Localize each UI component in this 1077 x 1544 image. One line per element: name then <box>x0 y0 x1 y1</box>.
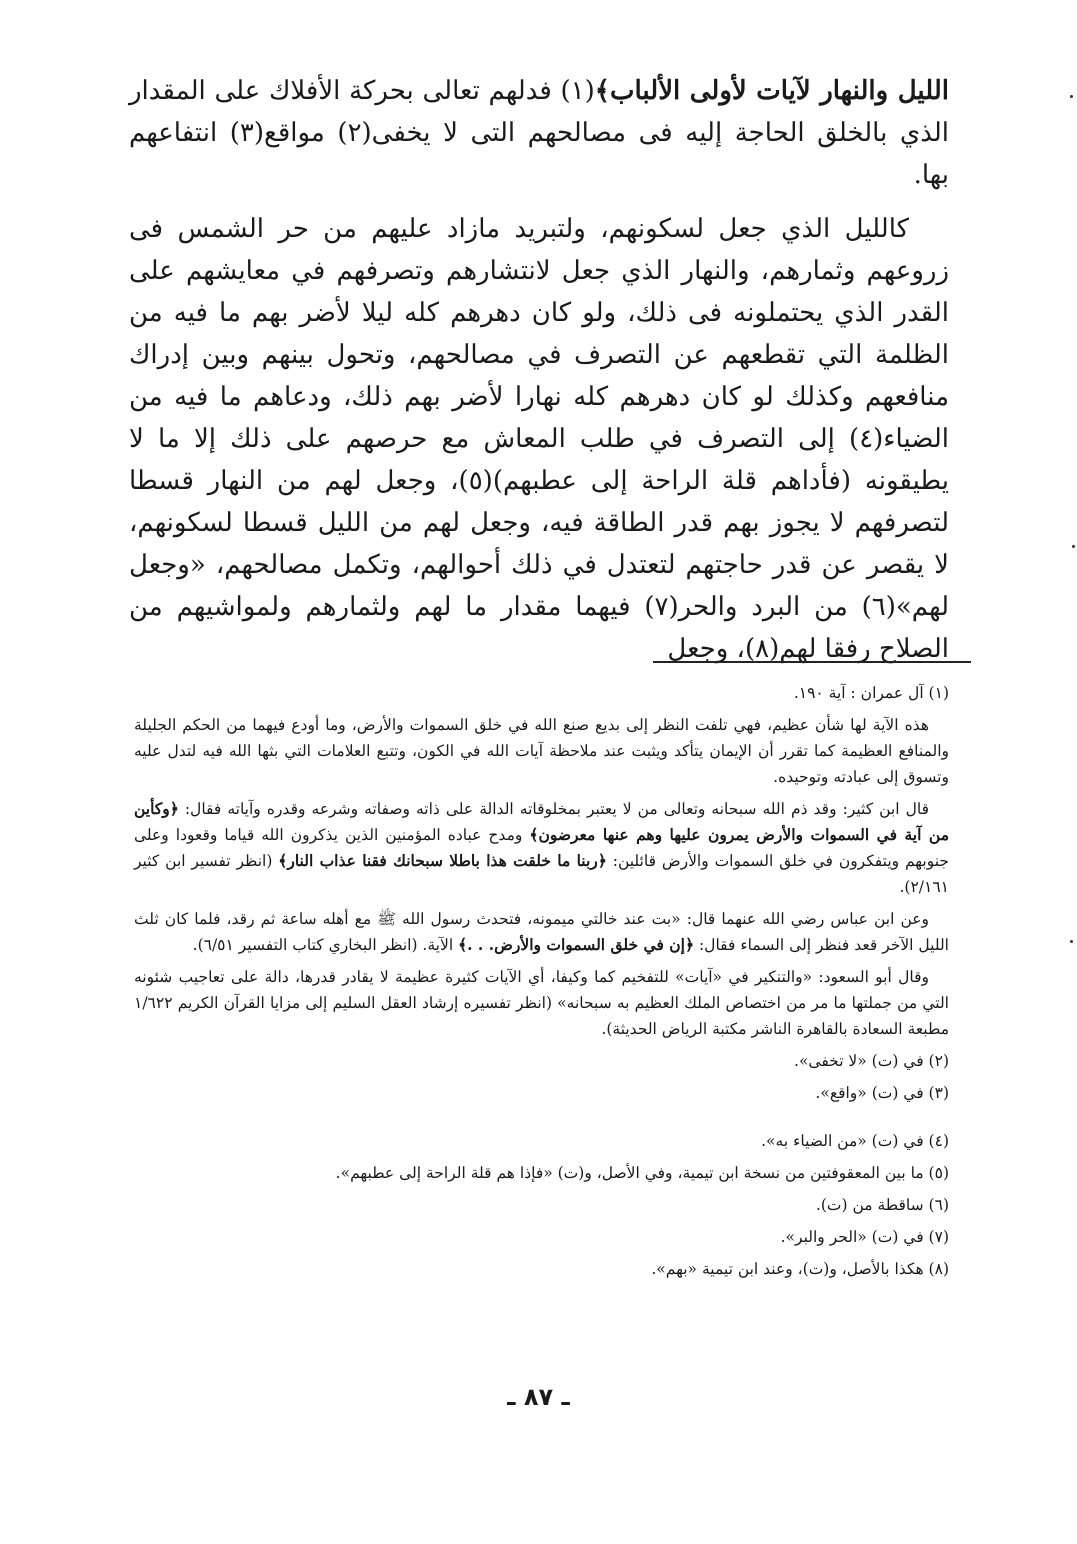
footnote-1-commentary-b <box>134 796 949 900</box>
page-number: ـ ٨٧ ـ <box>507 1383 570 1411</box>
footnote-5: (٥) ما بين المعقوفتين من نسخة ابن تيمية، وفي الأصل، و(ت) «فإذا هم قلة الراحة إلى عطبهم». <box>335 1164 949 1182</box>
footnote-8: (٨) هكذا بالأصل، و(ت)، وعند ابن تيمية «بهم». <box>651 1260 949 1278</box>
footnote-4: (٤) في (ت) «من الضياء به». <box>761 1132 949 1150</box>
footnote-1-b-text-mid: ومدح عباده المؤمنين الذين يذكرون الله قياما وقعودا وعلى جنوبهم ويتفكرون في خلق السموات والأرض قائلين: <box>134 826 950 870</box>
quran-citation: ﴿ربنا ما خلقت هذا باطلا سبحانك فقنا عذاب النار﴾ <box>278 851 607 870</box>
footnote-7: (٧) في (ت) «الحر والبر». <box>780 1228 949 1246</box>
footnote-gap <box>134 1112 949 1128</box>
scan-speck <box>1070 95 1073 98</box>
footnote-1-commentary-c <box>134 906 949 958</box>
footnote-1-commentary-a: هذه الآية لها شأن عظيم، فهي تلفت النظر إلى بديع صنع الله في خلق السموات والأرض، وما أودع فيهما من الحكم الجليلة والمنافع العظيمة كما تقرر أن الإيمان يتأكد ويثبت عند ملاحظة آيات الله في الكون، وتتبع العلامات التي بثها الله فيه لتدل عليه وتسوق إلى عبادته وتوحيده. <box>134 716 949 786</box>
paragraph-2: كالليل الذي جعل لسكونهم، ولتبريد مازاد عليهم من حر الشمس فى زروعهم وثمارهم، والنهار الذي جعل لانتشارهم وتصرفهم في معايشهم على القدر الذي يحتملونه فى ذلك، ولو كان دهرهم كله ليلا لأضر بهم ما فيه من الظلمة التي تقطعهم عن التصرف في مصالحهم، وتحول بينهم وبين إدراك منافعهم وكذلك لو كان دهرهم كله نهارا لأضر بهم ذلك، ودعاهم ما فيه من الضياء(٤) إلى التصرف في طلب المعاش مع حرصهم على ذلك إلا ما لا يطيقونه (فأداهم قلة الراحة إلى عطبهم)(٥)، وجعل لهم من النهار قسطا لتصرفهم لا يجوز بهم قدر الطاقة فيه، وجعل لهم من الليل قسطا لسكونهم، لا يقصر عن قدر حاجتهم لتعتدل في ذلك أحوالهم، وتكمل مصالحهم، «وجعل لهم»(٦) من البرد والحر(٧) فيهما مقدار ما لهم ولثمارهم ولمواشيهم من الصلاح رفقا لهم(٨)، وجعل <box>129 214 950 664</box>
footnote-1-reference: (١) آل عمران : آية ١٩٠. <box>793 684 949 702</box>
quran-verse-fragment: الليل والنهار لآيات لأولى الألباب﴾ <box>594 76 949 106</box>
footnote-1-b-text-end: (انظر تفسير ابن كثير ٢/١٦١). <box>134 852 949 896</box>
footnote-1-commentary-d: وقال أبو السعود: «والتنكير في «آيات» للتفخيم كما وكيفا، أي الآيات كثيرة عظيمة لا يقادر قدرها، دالة على تعاجيب شئونه التي من جملتها ما مر من اختصاص الملك العظيم به سبحانه» (انظر تفسيره إرشاد العقل السليم إلى مزايا القرآن الكريم ١/٦٢٢ مطبعة السعادة بالقاهرة الناشر مكتبة الرياض الحديثة). <box>134 968 949 1038</box>
footnote-3: (٣) في (ت) «واقع». <box>815 1084 949 1102</box>
footnotes-block <box>134 680 949 1288</box>
paragraph-1 <box>129 70 949 196</box>
footnote-1-c-text-start: وعن ابن عباس رضي الله عنهما قال: «بت عند خالتي ميمونه، فتحدث رسول الله ﷺ مع أهله ساعة ثم رقد، فلما كان ثلث الليل الآخر قعد فنظر إلى السماء فقال: <box>134 910 949 954</box>
paragraph-1-text: (١) فدلهم تعالى بحركة الأفلاك على المقدار الذي بالخلق الحاجة إليه فى مصالحهم التى لا يخفى(٢) مواقع(٣) انتفاعهم بها. <box>129 76 950 190</box>
quran-citation: ﴿وكأين من آية في السموات والأرض يمرون عليها وهم عنها معرضون﴾ <box>134 799 949 844</box>
footnote-1-c-text-end: الآية. (انظر البخاري كتاب التفسير ٦/٥١). <box>192 936 459 954</box>
footnote-divider <box>653 661 971 663</box>
main-text-block <box>129 70 949 682</box>
footnote-1-b-text-start: قال ابن كثير: وقد ذم الله سبحانه وتعالى من لا يعتبر بمخلوقاته الدالة على ذاته وصفاته وشرعه وقدره وآياته فقال: <box>178 800 929 818</box>
scan-speck <box>1072 545 1075 548</box>
footnote-2: (٢) في (ت) «لا تخفى». <box>794 1052 949 1070</box>
footnote-6: (٦) ساقطة من (ت). <box>815 1196 949 1214</box>
quran-citation: ﴿إن في خلق السموات والأرض. . .﴾ <box>458 935 695 954</box>
scan-speck <box>1070 940 1073 943</box>
